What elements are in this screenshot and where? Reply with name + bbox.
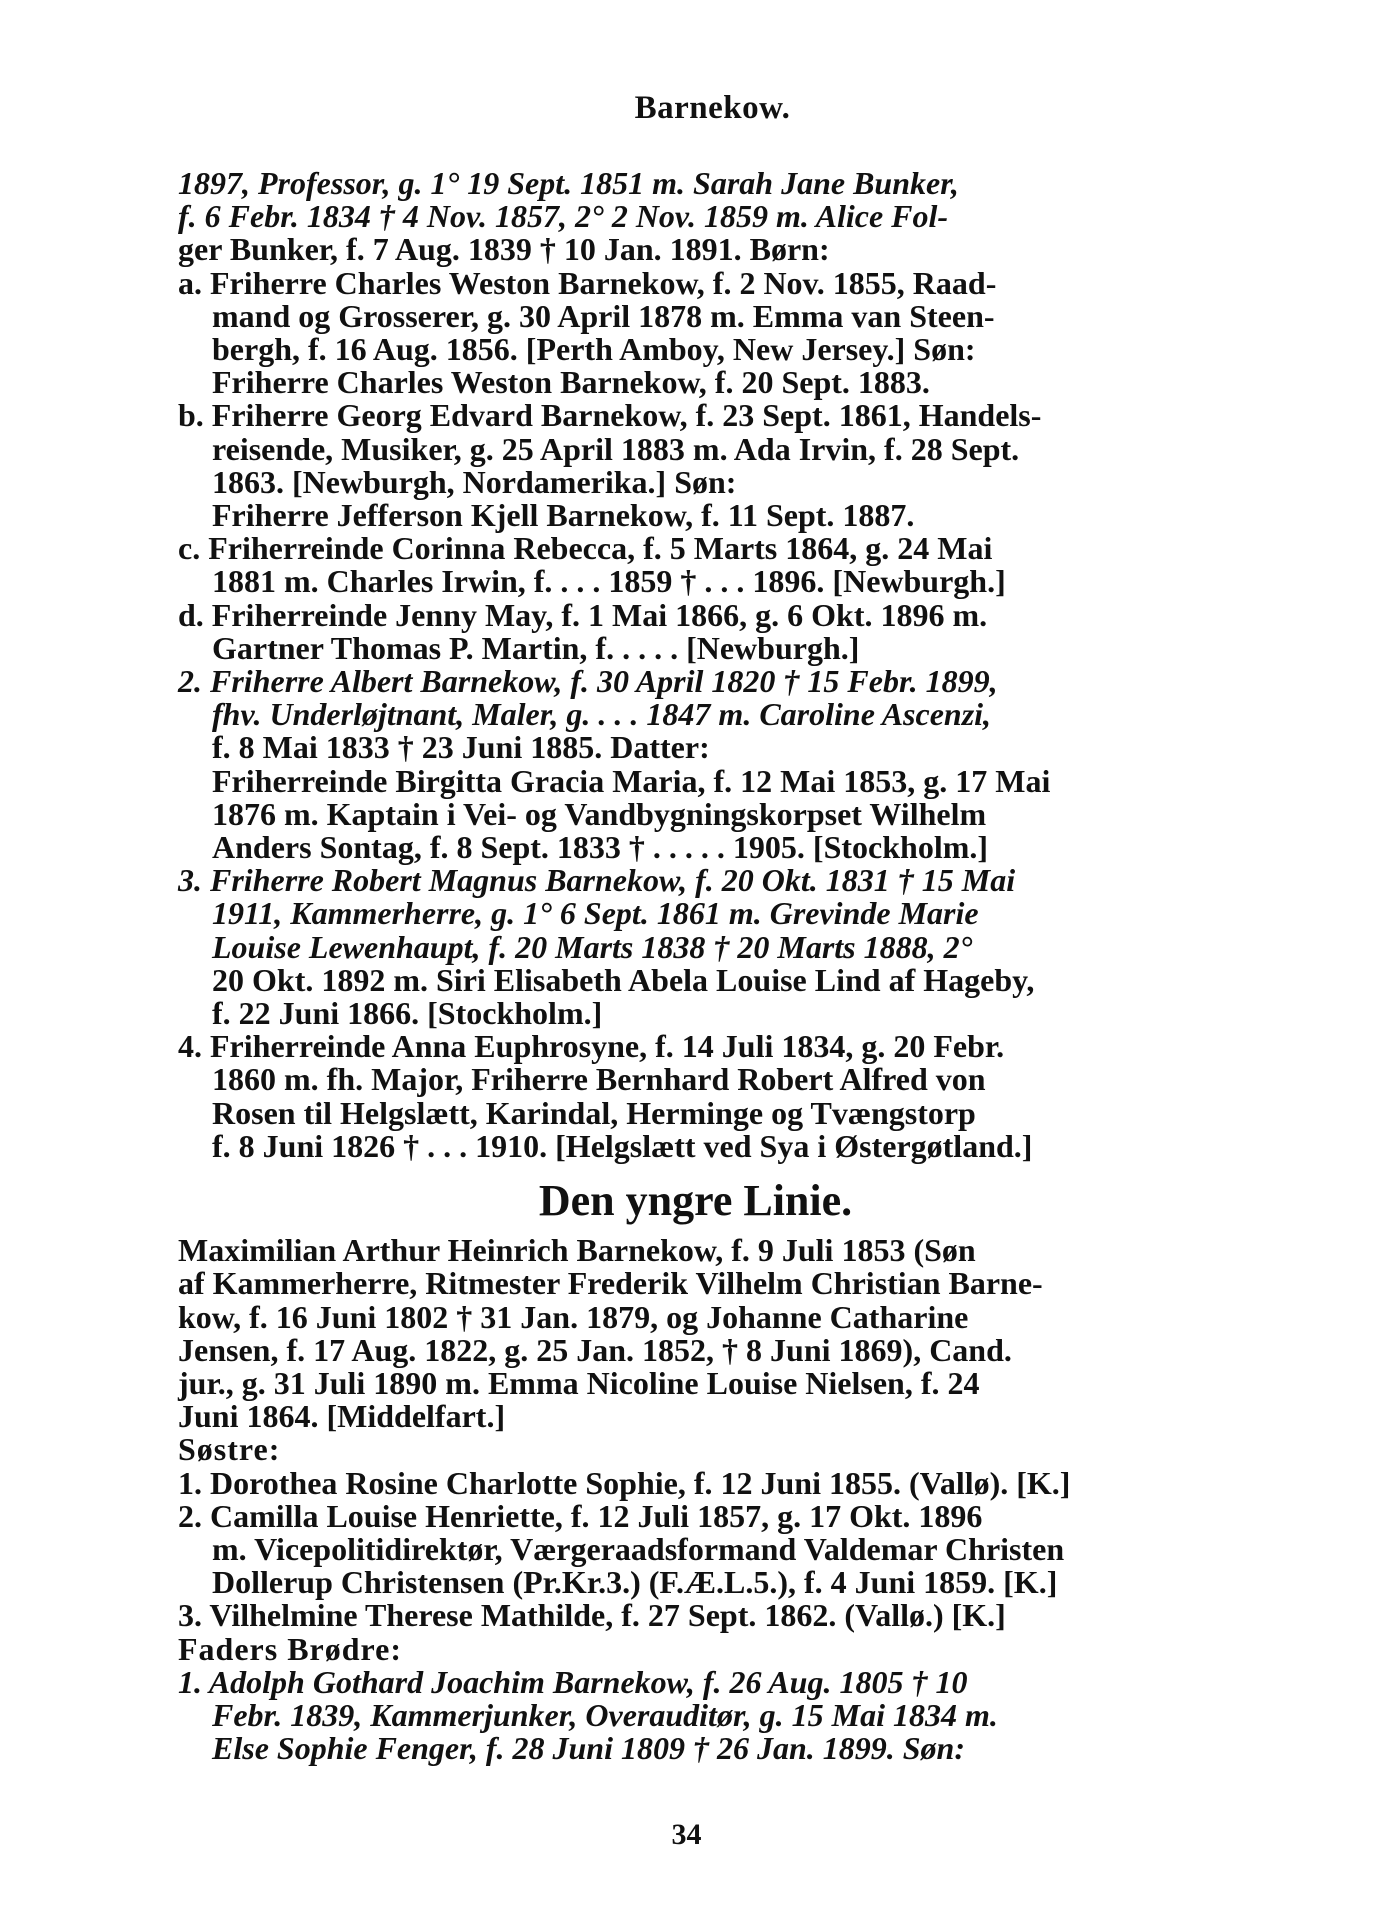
text-line: Juni 1864. [Middelfart.] [178,1398,506,1435]
text-line: 3. Friherre Robert Magnus Barnekow, f. 20 Okt. 1831 † 15 Mai [178,862,1016,899]
text-line: m. Vicepolitidirektør, Værgeraadsformand Valdemar Christen [212,1530,1065,1567]
text-line: f. 8 Juni 1826 † . . . 1910. [Helgslætt ved Sya i Østergøtland.] [212,1127,1033,1164]
text-line: 1863. [Newburgh, Nordamerika.] Søn: [212,463,737,500]
text-line: 1. Dorothea Rosine Charlotte Sophie, f. 12 Juni 1855. (Vallø). [K.] [178,1464,1071,1501]
text-line: reisende, Musiker, g. 25 April 1883 m. Ada Irvin, f. 28 Sept. [212,430,1020,467]
genealogy-text-younger-line [178,1234,1213,1765]
text-line: 3. Vilhelmine Therese Mathilde, f. 27 Sept. 1862. (Vallø.) [K.] [178,1597,1006,1634]
text-line: 1881 m. Charles Irwin, f. . . . 1859 † . . . 1896. [Newburgh.] [212,563,1006,600]
text-line: Dollerup Christensen (Pr.Kr.3.) (F.Æ.L.5.), f. 4 Juni 1859. [K.] [212,1564,1058,1601]
text-line: Febr. 1839, Kammerjunker, Overauditør, g. 15 Mai 1834 m. [212,1696,998,1733]
text-line: d. Friherreinde Jenny May, f. 1 Mai 1866, g. 6 Okt. 1896 m. [178,596,988,633]
text-line: Jensen, f. 17 Aug. 1822, g. 25 Jan. 1852, † 8 Juni 1869), Cand. [178,1331,1012,1368]
text-line: c. Friherreinde Corinna Rebecca, f. 5 Marts 1864, g. 24 Mai [178,530,993,567]
text-line: 1876 m. Kaptain i Vei- og Vandbygningskorpset Wilhelm [212,795,987,832]
text-line: 1860 m. fh. Major, Friherre Bernhard Robert Alfred von [212,1061,986,1098]
text-line: 2. Camilla Louise Henriette, f. 12 Juli 1857, g. 17 Okt. 1896 [178,1497,983,1534]
text-line: bergh, f. 16 Aug. 1856. [Perth Amboy, New Jersey.] Søn: [212,331,976,368]
text-line: 1. Adolph Gothard Joachim Barnekow, f. 26 Aug. 1805 † 10 [178,1663,968,1700]
text-line: Else Sophie Fenger, f. 28 Juni 1809 † 26 Jan. 1899. Søn: [212,1730,965,1767]
text-line: 2. Friherre Albert Barnekow, f. 30 April 1820 † 15 Febr. 1899, [178,663,998,700]
text-line: f. 22 Juni 1866. [Stockholm.] [212,995,603,1032]
running-head: Barnekow. [634,90,791,126]
text-line: kow, f. 16 Juni 1802 † 31 Jan. 1879, og Johanne Catharine [178,1298,969,1335]
text-line: f. 6 Febr. 1834 † 4 Nov. 1857, 2° 2 Nov. 1859 m. Alice Fol- [178,198,949,235]
text-line: ger Bunker, f. 7 Aug. 1839 † 10 Jan. 1891. Børn: [178,231,830,268]
text-line: Anders Sontag, f. 8 Sept. 1833 † . . . . . 1905. [Stockholm.] [212,829,989,866]
text-line: Rosen til Helgslætt, Karindal, Herminge og Tvængstorp [212,1094,976,1131]
text-line: a. Friherre Charles Weston Barnekow, f. 2 Nov. 1855, Raad- [178,264,997,301]
text-line: 20 Okt. 1892 m. Siri Elisabeth Abela Louise Lind af Hageby, [212,961,1035,998]
text-line: af Kammerherre, Ritmester Frederik Vilhelm Christian Barne- [178,1265,1043,1302]
text-line: Friherre Charles Weston Barnekow, f. 20 Sept. 1883. [212,364,930,401]
text-line: Friherre Jefferson Kjell Barnekow, f. 11 Sept. 1887. [212,497,915,534]
genealogy-text [178,167,1213,1163]
text-line: fhv. Underløjtnant, Maler, g. . . . 1847 m. Caroline Ascenzi, [212,696,992,733]
text-line: mand og Grosserer, g. 30 April 1878 m. Emma van Steen- [212,297,995,334]
text-line: Maximilian Arthur Heinrich Barnekow, f. 9 Juli 1853 (Søn [178,1232,976,1269]
page-number: 34 [671,1818,702,1851]
text-line: Louise Lewenhaupt, f. 20 Marts 1838 † 20 Marts 1888, 2° [212,928,973,965]
text-line: 1911, Kammerherre, g. 1° 6 Sept. 1861 m. Grevinde Marie [212,895,979,932]
subheading-sisters: Søstre: [178,1431,281,1468]
section-title: Den yngre Linie. [538,1176,853,1226]
text-line: jur., g. 31 Juli 1890 m. Emma Nicoline Louise Nielsen, f. 24 [178,1364,980,1401]
text-line: Gartner Thomas P. Martin, f. . . . . [Newburgh.] [212,629,860,666]
subheading-fathers-brothers: Faders Brødre: [178,1630,403,1667]
text-line: Friherreinde Birgitta Gracia Maria, f. 12 Mai 1853, g. 17 Mai [212,762,1051,799]
text-line: b. Friherre Georg Edvard Barnekow, f. 23 Sept. 1861, Handels- [178,397,1042,434]
text-line: f. 8 Mai 1833 † 23 Juni 1885. Datter: [212,729,710,766]
text-line: 1897, Professor, g. 1° 19 Sept. 1851 m. Sarah Jane Bunker, [178,165,959,201]
text-line: 4. Friherreinde Anna Euphrosyne, f. 14 Juli 1834, g. 20 Febr. [178,1028,1005,1065]
